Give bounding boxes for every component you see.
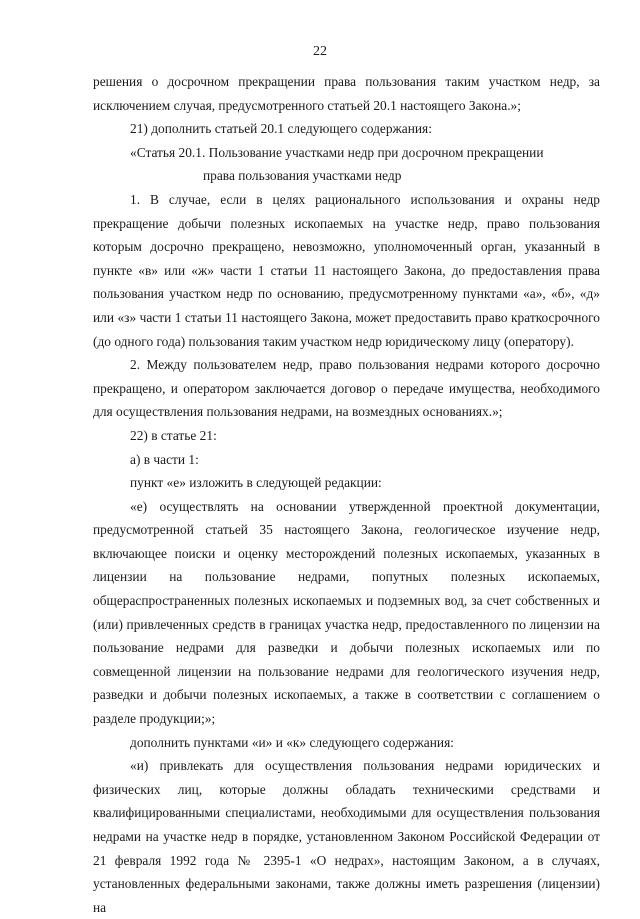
paragraph-point-e: «е) осуществлять на основании утвержденной проектной документации, предусмотренной статьей 35 настоящего Закона, геологическое изучение недр, включающее поиски и оценку месторождений полезных ископаемых, указанных в лицензии на пользование недрами, попутных полезных ископаемых, общераспространенных полезных ископаемых и подземных вод, за счет собственных и (или) привлеченных средств в границах участка недр, предоставленного по лицензии на пользование недрами для разведки и добычи полезных ископаемых или по совмещенной лицензии на пользование недрами для геологического изучения недр, разведки и добычи полезных ископаемых, а также в соответствии с соглашением о разделе продукции;»; — [93, 498, 600, 727]
paragraph-item-22: 22) в статье 21: — [130, 427, 217, 443]
paragraph-clause-1: 1. В случае, если в целях рационального использования и охраны недр прекращение добычи полезных ископаемых на участке недр, право пользования которым досрочно прекращено, невозможно, уполномоченный орган, указанный в пункте «в» или «ж» части 1 статьи 11 настоящего Закона, до предоставления права пользования участком недр по основанию, предусмотренному пунктами «а», «б», «д» или «з» части 1 статьи 11 настоящего Закона, может предоставить право краткосрочного (до одного года) пользования таким участком недр юридическому лицу (оператору). — [93, 191, 600, 349]
paragraph-item-21: 21) дополнить статьей 20.1 следующего содержания: — [130, 121, 432, 137]
paragraph-add-points: дополнить пунктами «и» и «к» следующего содержания: — [130, 734, 454, 750]
article-heading-line-2: права пользования участками недр — [203, 168, 402, 184]
paragraph-point-e-intro: пункт «е» изложить в следующей редакции: — [130, 475, 382, 491]
article-heading-line-1: «Статья 20.1. Пользование участками недр при досрочном прекращении — [130, 144, 544, 160]
page-number: 22 — [313, 44, 327, 59]
paragraph-point-i: «и) привлекать для осуществления пользования недрами юридических и физических лиц, которые должны обладать техническими средствами и квалифицированными специалистами, необходимыми для осуществления пользования недрами на участке недр в порядке, установленном Законом Российской Федерации от 21 февраля 1992 года № 2395-1 «О недрах», настоящим Законом, а в случаях, установленных федеральными законами, также должны иметь разрешения (лицензии) на — [93, 758, 600, 915]
paragraph-subitem-a: а) в части 1: — [130, 451, 199, 467]
document-body — [93, 70, 600, 919]
paragraph-clause-2: 2. Между пользователем недр, право пользования недрами которого досрочно прекращено, и оператором заключается договор о передаче имущества, необходимого для осуществления пользования недрами, на возмездных основаниях.»; — [93, 357, 600, 420]
paragraph-continuation: решения о досрочном прекращении права пользования таким участком недр, за исключением случая, предусмотренного статьей 20.1 настоящего Закона.»; — [93, 74, 600, 113]
